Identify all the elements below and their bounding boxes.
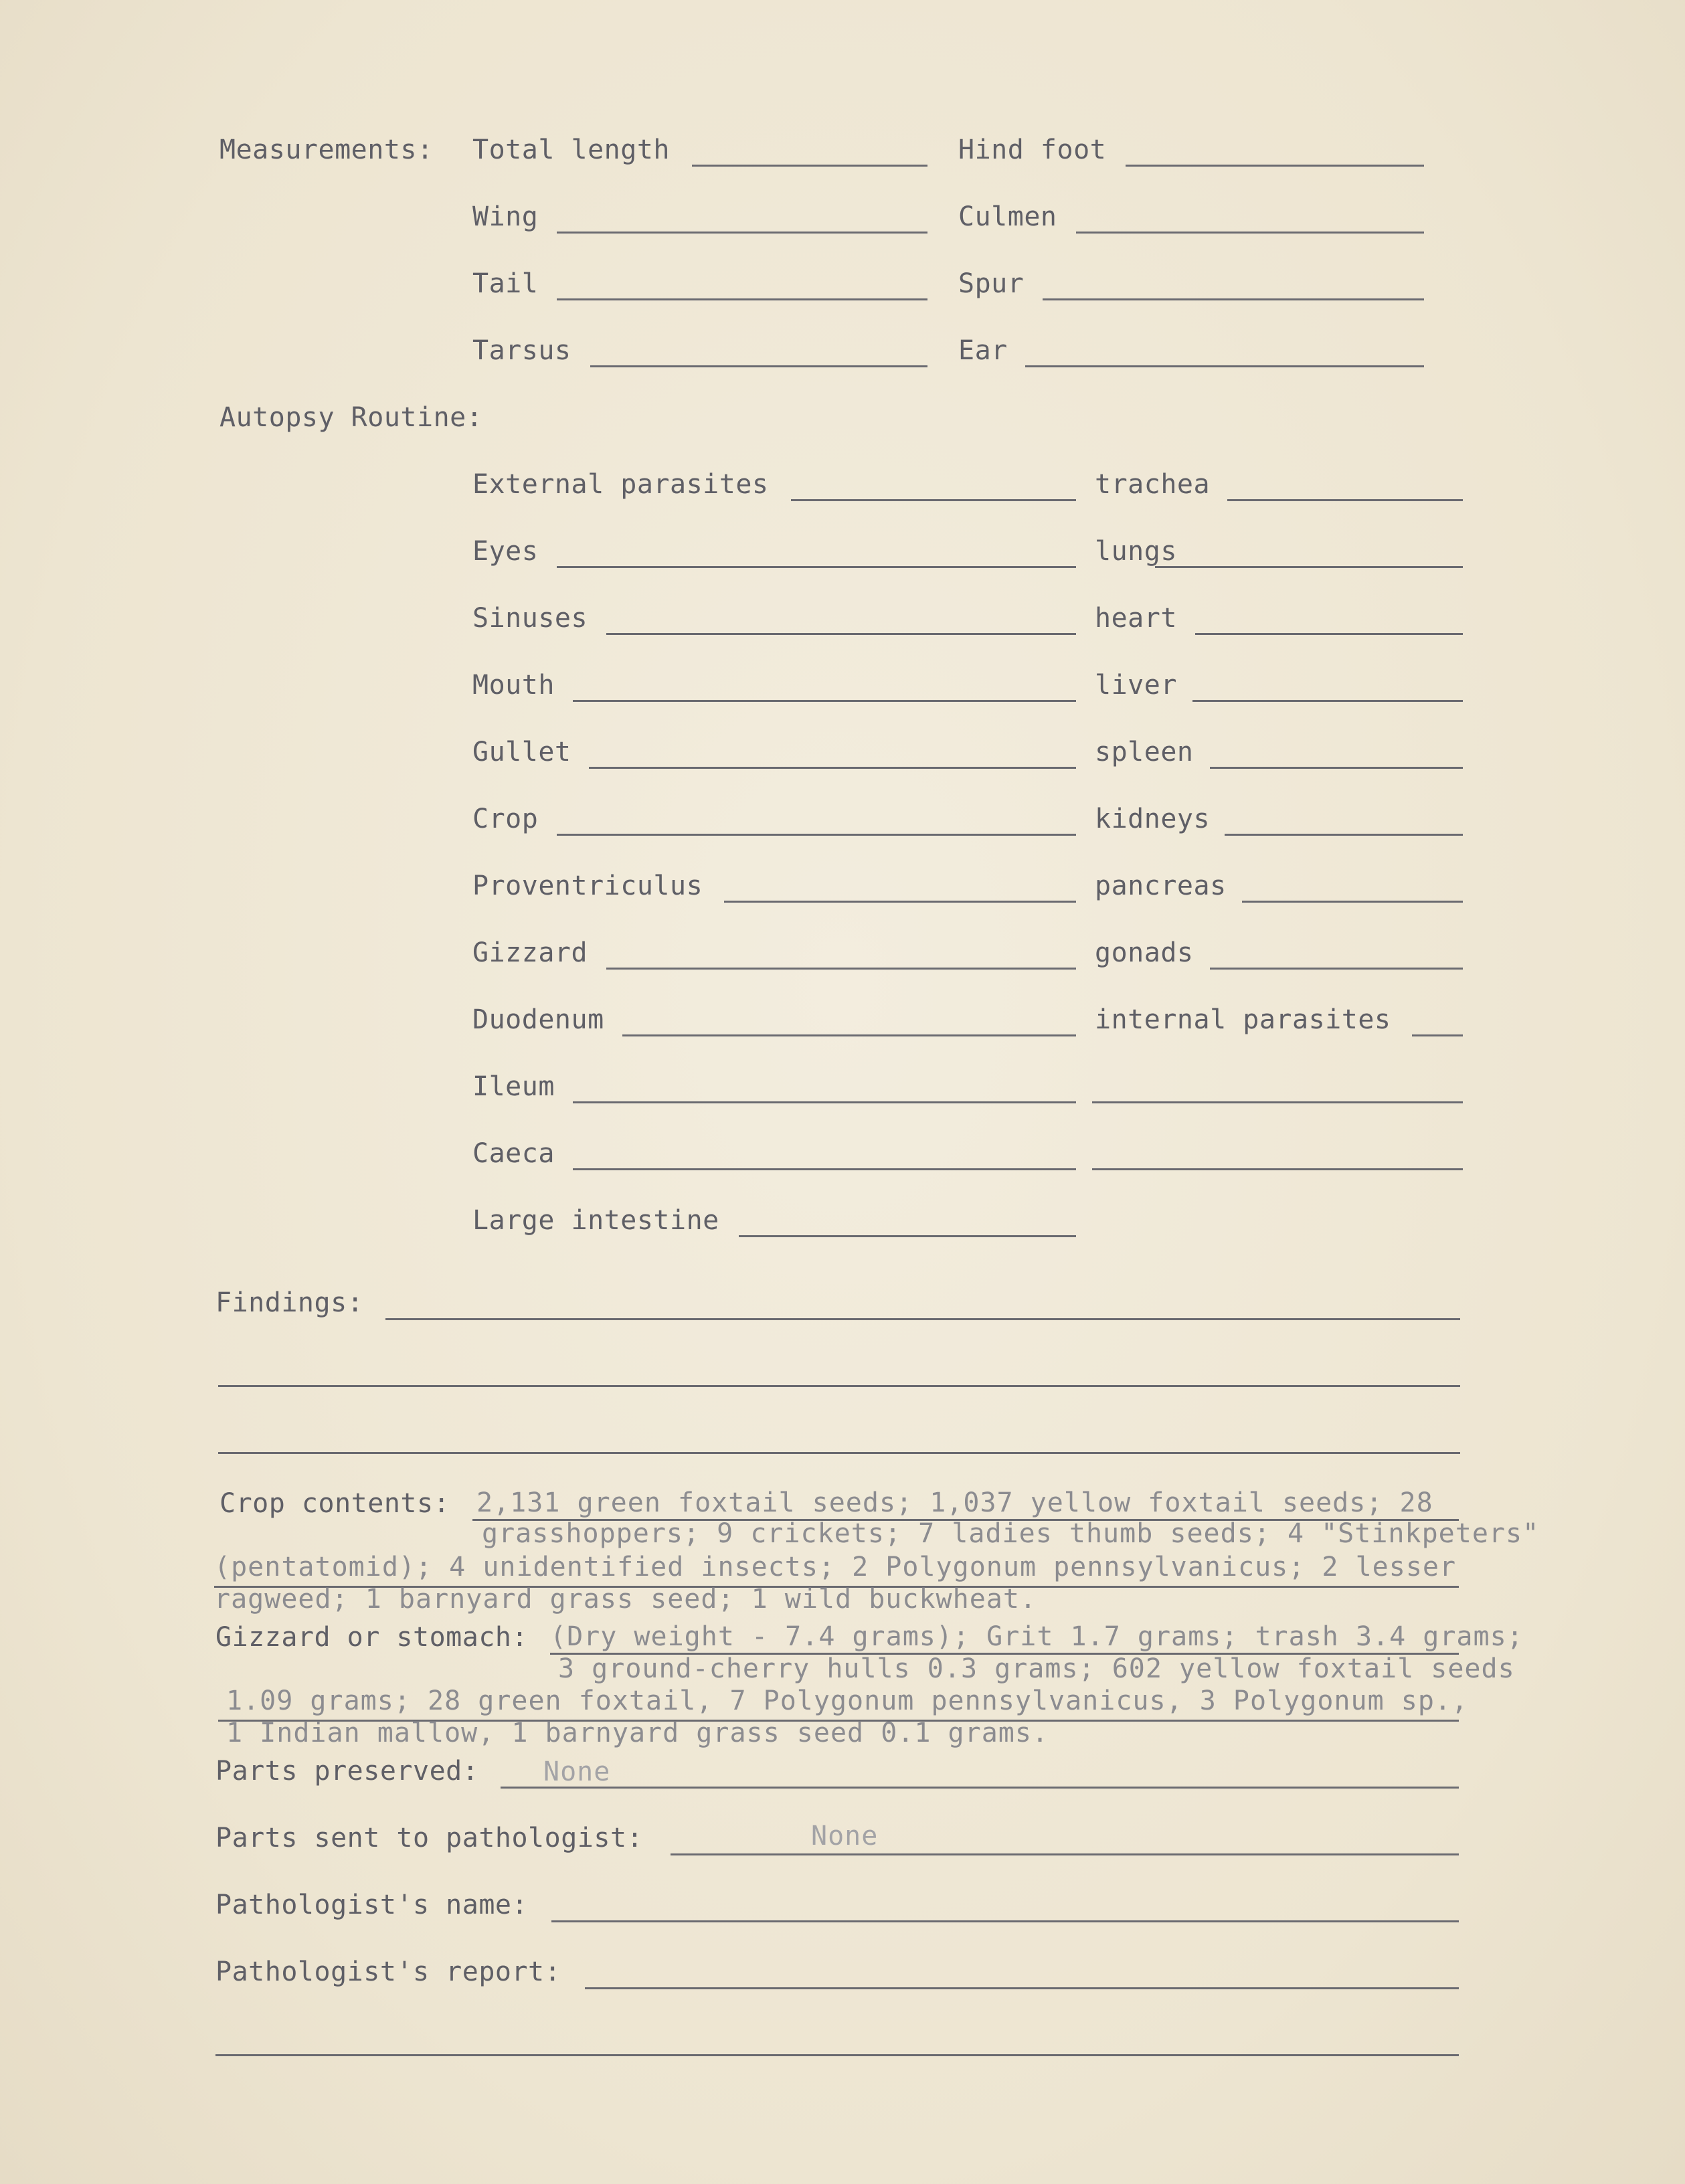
findings-line-1[interactable] [385, 1318, 1460, 1320]
kidneys-label: kidneys [1095, 804, 1211, 834]
hind-foot-field[interactable] [1126, 165, 1424, 167]
total-length-label: Total length [472, 134, 670, 165]
ileum-label: Ileum [472, 1071, 555, 1102]
lungs-label: lungs [1095, 536, 1177, 567]
pathologist-report-line-2[interactable] [215, 2054, 1459, 2056]
findings-label: Findings: [215, 1287, 364, 1318]
internal-parasites-label: internal parasites [1095, 1004, 1391, 1035]
mouth-field[interactable] [573, 700, 1076, 702]
tarsus-field[interactable] [590, 365, 927, 367]
parts-preserved-field[interactable] [501, 1787, 1459, 1789]
liver-label: liver [1095, 670, 1177, 701]
measurements-heading: Measurements: [219, 134, 434, 165]
gizzard-stomach-label: Gizzard or stomach: [215, 1622, 529, 1653]
wing-field[interactable] [557, 232, 927, 234]
tarsus-label: Tarsus [472, 335, 571, 366]
gizzard-line-2: 3 ground-cherry hulls 0.3 grams; 602 yellow foxtail seeds [558, 1653, 1515, 1684]
blank-right-field-1[interactable] [1092, 1101, 1463, 1103]
caeca-field[interactable] [573, 1168, 1076, 1170]
parts-sent-label: Parts sent to pathologist: [215, 1823, 644, 1853]
sinuses-field[interactable] [606, 633, 1076, 635]
ileum-field[interactable] [573, 1101, 1076, 1103]
heart-field[interactable] [1195, 633, 1463, 635]
total-length-field[interactable] [692, 165, 927, 167]
duodenum-field[interactable] [622, 1034, 1076, 1036]
hind-foot-label: Hind foot [958, 134, 1107, 165]
culmen-label: Culmen [958, 201, 1057, 232]
parts-sent-field[interactable] [671, 1853, 1459, 1855]
ear-field[interactable] [1025, 365, 1424, 367]
large-intestine-field[interactable] [739, 1235, 1076, 1237]
pathologist-name-field[interactable] [551, 1920, 1459, 1922]
external-parasites-label: External parasites [472, 469, 769, 500]
gonads-field[interactable] [1210, 968, 1463, 970]
blank-right-field-2[interactable] [1092, 1168, 1463, 1170]
gizzard-line-4: 1 Indian mallow, 1 barnyard grass seed 0.1 grams. [226, 1718, 1049, 1748]
gullet-label: Gullet [472, 737, 571, 767]
spur-field[interactable] [1043, 298, 1424, 300]
tail-field[interactable] [557, 298, 927, 300]
proventriculus-label: Proventriculus [472, 871, 703, 901]
pathologist-report-label: Pathologist's report: [215, 1956, 561, 1987]
pathologist-name-label: Pathologist's name: [215, 1890, 529, 1920]
lungs-field[interactable] [1155, 566, 1463, 568]
trachea-field[interactable] [1227, 499, 1463, 501]
trachea-label: trachea [1095, 469, 1211, 500]
eyes-field[interactable] [557, 566, 1076, 568]
crop-contents-line-3: (pentatomid); 4 unidentified insects; 2 Polygonum pennsylvanicus; 2 lesser [214, 1552, 1457, 1582]
crop-label: Crop [472, 804, 539, 834]
findings-line-3[interactable] [218, 1452, 1460, 1454]
sinuses-label: Sinuses [472, 603, 588, 634]
large-intestine-label: Large intestine [472, 1205, 719, 1236]
crop-field[interactable] [557, 834, 1076, 836]
duodenum-label: Duodenum [472, 1004, 604, 1035]
gizzard-label: Gizzard [472, 937, 588, 968]
tail-label: Tail [472, 268, 539, 299]
spleen-field[interactable] [1210, 767, 1463, 769]
heart-label: heart [1095, 603, 1177, 634]
kidneys-field[interactable] [1225, 834, 1463, 836]
crop-contents-label: Crop contents: [219, 1488, 450, 1519]
culmen-field[interactable] [1076, 232, 1424, 234]
spur-label: Spur [958, 268, 1025, 299]
gizzard-line-3: 1.09 grams; 28 green foxtail, 7 Polygonum pennsylvanicus, 3 Polygonum sp., [226, 1686, 1469, 1716]
gonads-label: gonads [1095, 937, 1194, 968]
parts-sent-value: None [811, 1821, 879, 1851]
caeca-label: Caeca [472, 1138, 555, 1169]
crop-contents-line-4: ragweed; 1 barnyard grass seed; 1 wild buckwheat. [214, 1584, 1037, 1615]
crop-contents-line-1: 2,131 green foxtail seeds; 1,037 yellow foxtail seeds; 28 [476, 1487, 1433, 1518]
parts-preserved-label: Parts preserved: [215, 1756, 479, 1787]
wing-label: Wing [472, 201, 539, 232]
pathologist-report-field[interactable] [585, 1987, 1459, 1989]
spleen-label: spleen [1095, 737, 1194, 767]
autopsy-heading: Autopsy Routine: [219, 402, 483, 433]
ear-label: Ear [958, 335, 1008, 366]
crop-contents-line-2: grasshoppers; 9 crickets; 7 ladies thumb seeds; 4 "Stinkpeters" [482, 1518, 1540, 1549]
parts-preserved-value: None [543, 1756, 611, 1787]
gullet-field[interactable] [589, 767, 1076, 769]
pancreas-field[interactable] [1242, 901, 1463, 903]
liver-field[interactable] [1192, 700, 1463, 702]
mouth-label: Mouth [472, 670, 555, 701]
gizzard-line-1: (Dry weight - 7.4 grams); Grit 1.7 grams; trash 3.4 grams; [550, 1621, 1524, 1652]
pancreas-label: pancreas [1095, 871, 1227, 901]
eyes-label: Eyes [472, 536, 539, 567]
external-parasites-field[interactable] [791, 499, 1076, 501]
internal-parasites-field[interactable] [1412, 1034, 1463, 1036]
findings-line-2[interactable] [218, 1385, 1460, 1387]
proventriculus-field[interactable] [724, 901, 1076, 903]
gizzard-field[interactable] [606, 968, 1076, 970]
